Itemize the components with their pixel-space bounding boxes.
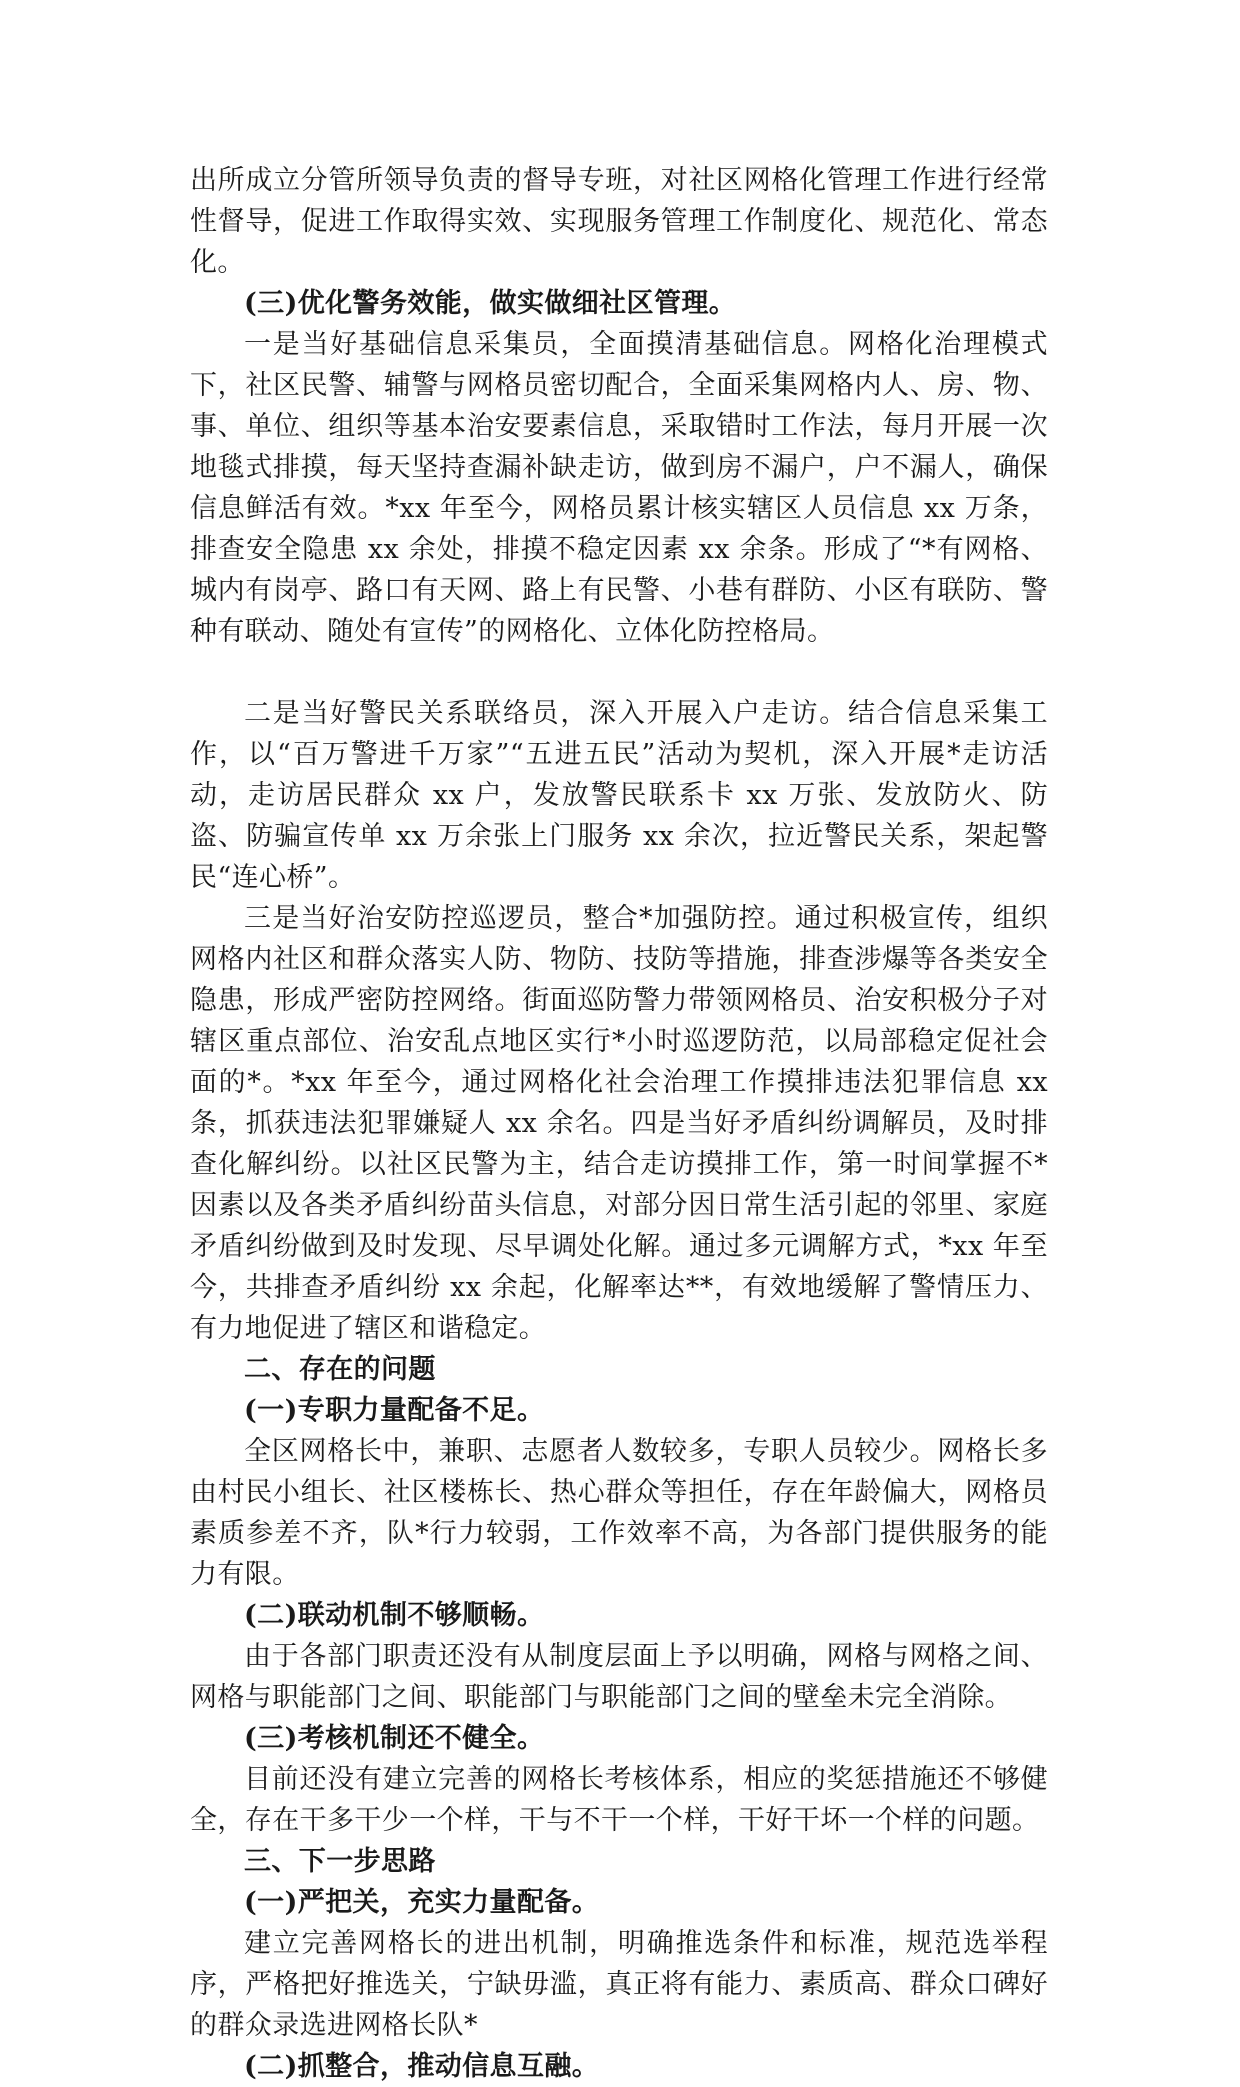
heading-insufficient-staff: (一)专职力量配备不足。 [244, 1395, 545, 1426]
paragraph-gap [190, 652, 1048, 693]
heading-linkage-mechanism: (二)联动机制不够顺畅。 [244, 1600, 545, 1631]
heading-info-integration: (二)抓整合，推动信息互融。 [244, 2051, 600, 2082]
document-page [190, 160, 1048, 2087]
paragraph-strict-selection: 建立完善网格长的进出机制，明确推选条件和标准，规范选举程序，严格把好推选关，宁缺毋滥，真正将有能力、素质高、群众口碑好的群众录选进网格长队* [190, 1928, 1048, 2041]
heading-optimize-policing: (三)优化警务效能，做实做细社区管理。 [244, 288, 737, 319]
heading-next-steps: 三、下一步思路 [244, 1846, 436, 1877]
paragraph-patrol: 三是当好治安防控巡逻员，整合*加强防控。通过积极宣传，组织网格内社区和群众落实人防、物防、技防等措施，排查涉爆等各类安全隐患，形成严密防控网络。街面巡防警力带领网格员、治安积极分子对辖区重点部位、治安乱点地区实行*小时巡逻防范，以局部稳定促社会面的*。*xx 年至今，通过网格化社会治理工作摸排违法犯罪信息 xx 条，抓获违法犯罪嫌疑人 xx 余名。四是当好矛盾纠纷调解员，及时排查化解纠纷。以社区民警为主，结合走访摸排工作，第一时间掌握不*因素以及各类矛盾纠纷苗头信息，对部分因日常生活引起的邻里、家庭矛盾纠纷做到及时发现、尽早调处化解。通过多元调解方式，*xx 年至今，共排查矛盾纠纷 xx 余起，化解率达**，有效地缓解了警情压力、有力地促进了辖区和谐稳定。 [190, 903, 1048, 1344]
heading-assessment-mechanism: (三)考核机制还不健全。 [244, 1723, 545, 1754]
paragraph-info-collector: 一是当好基础信息采集员，全面摸清基础信息。网格化治理模式下，社区民警、辅警与网格员密切配合，全面采集网格内人、房、物、事、单位、组织等基本治安要素信息，采取错时工作法，每月开展一次地毯式排摸，每天坚持查漏补缺走访，做到房不漏户，户不漏人，确保信息鲜活有效。*xx 年至今，网格员累计核实辖区人员信息 xx 万条，排查安全隐患 xx 余处，排摸不稳定因素 xx 余条。形成了“*有网格、城内有岗亭、路口有天网、路上有民警、小巷有群防、小区有联防、警种有联动、随处有宣传”的网格化、立体化防控格局。 [190, 329, 1048, 647]
heading-existing-problems: 二、存在的问题 [244, 1354, 436, 1385]
paragraph-liaison: 二是当好警民关系联络员，深入开展入户走访。结合信息采集工作，以“百万警进千万家”“五进五民”活动为契机，深入开展*走访活动，走访居民群众 xx 户，发放警民联系卡 xx 万张、发放防火、防盗、防骗宣传单 xx 万余张上门服务 xx 余次，拉近警民关系，架起警民“连心桥”。 [190, 698, 1048, 893]
heading-strict-selection: (一)严把关，充实力量配备。 [244, 1887, 600, 1918]
paragraph-assessment-mechanism: 目前还没有建立完善的网格长考核体系，相应的奖惩措施还不够健全，存在干多干少一个样，干与不干一个样，干好干坏一个样的问题。 [190, 1764, 1048, 1836]
paragraph-insufficient-staff: 全区网格长中，兼职、志愿者人数较多，专职人员较少。网格长多由村民小组长、社区楼栋长、热心群众等担任，存在年龄偏大，网格员素质参差不齐，队*行力较弱，工作效率不高，为各部门提供服务的能力有限。 [190, 1436, 1048, 1590]
paragraph-intro: 出所成立分管所领导负责的督导专班，对社区网格化管理工作进行经常性督导，促进工作取得实效、实现服务管理工作制度化、规范化、常态化。 [190, 165, 1048, 278]
paragraph-linkage-mechanism: 由于各部门职责还没有从制度层面上予以明确，网格与网格之间、网格与职能部门之间、职能部门与职能部门之间的壁垒未完全消除。 [190, 1641, 1048, 1713]
